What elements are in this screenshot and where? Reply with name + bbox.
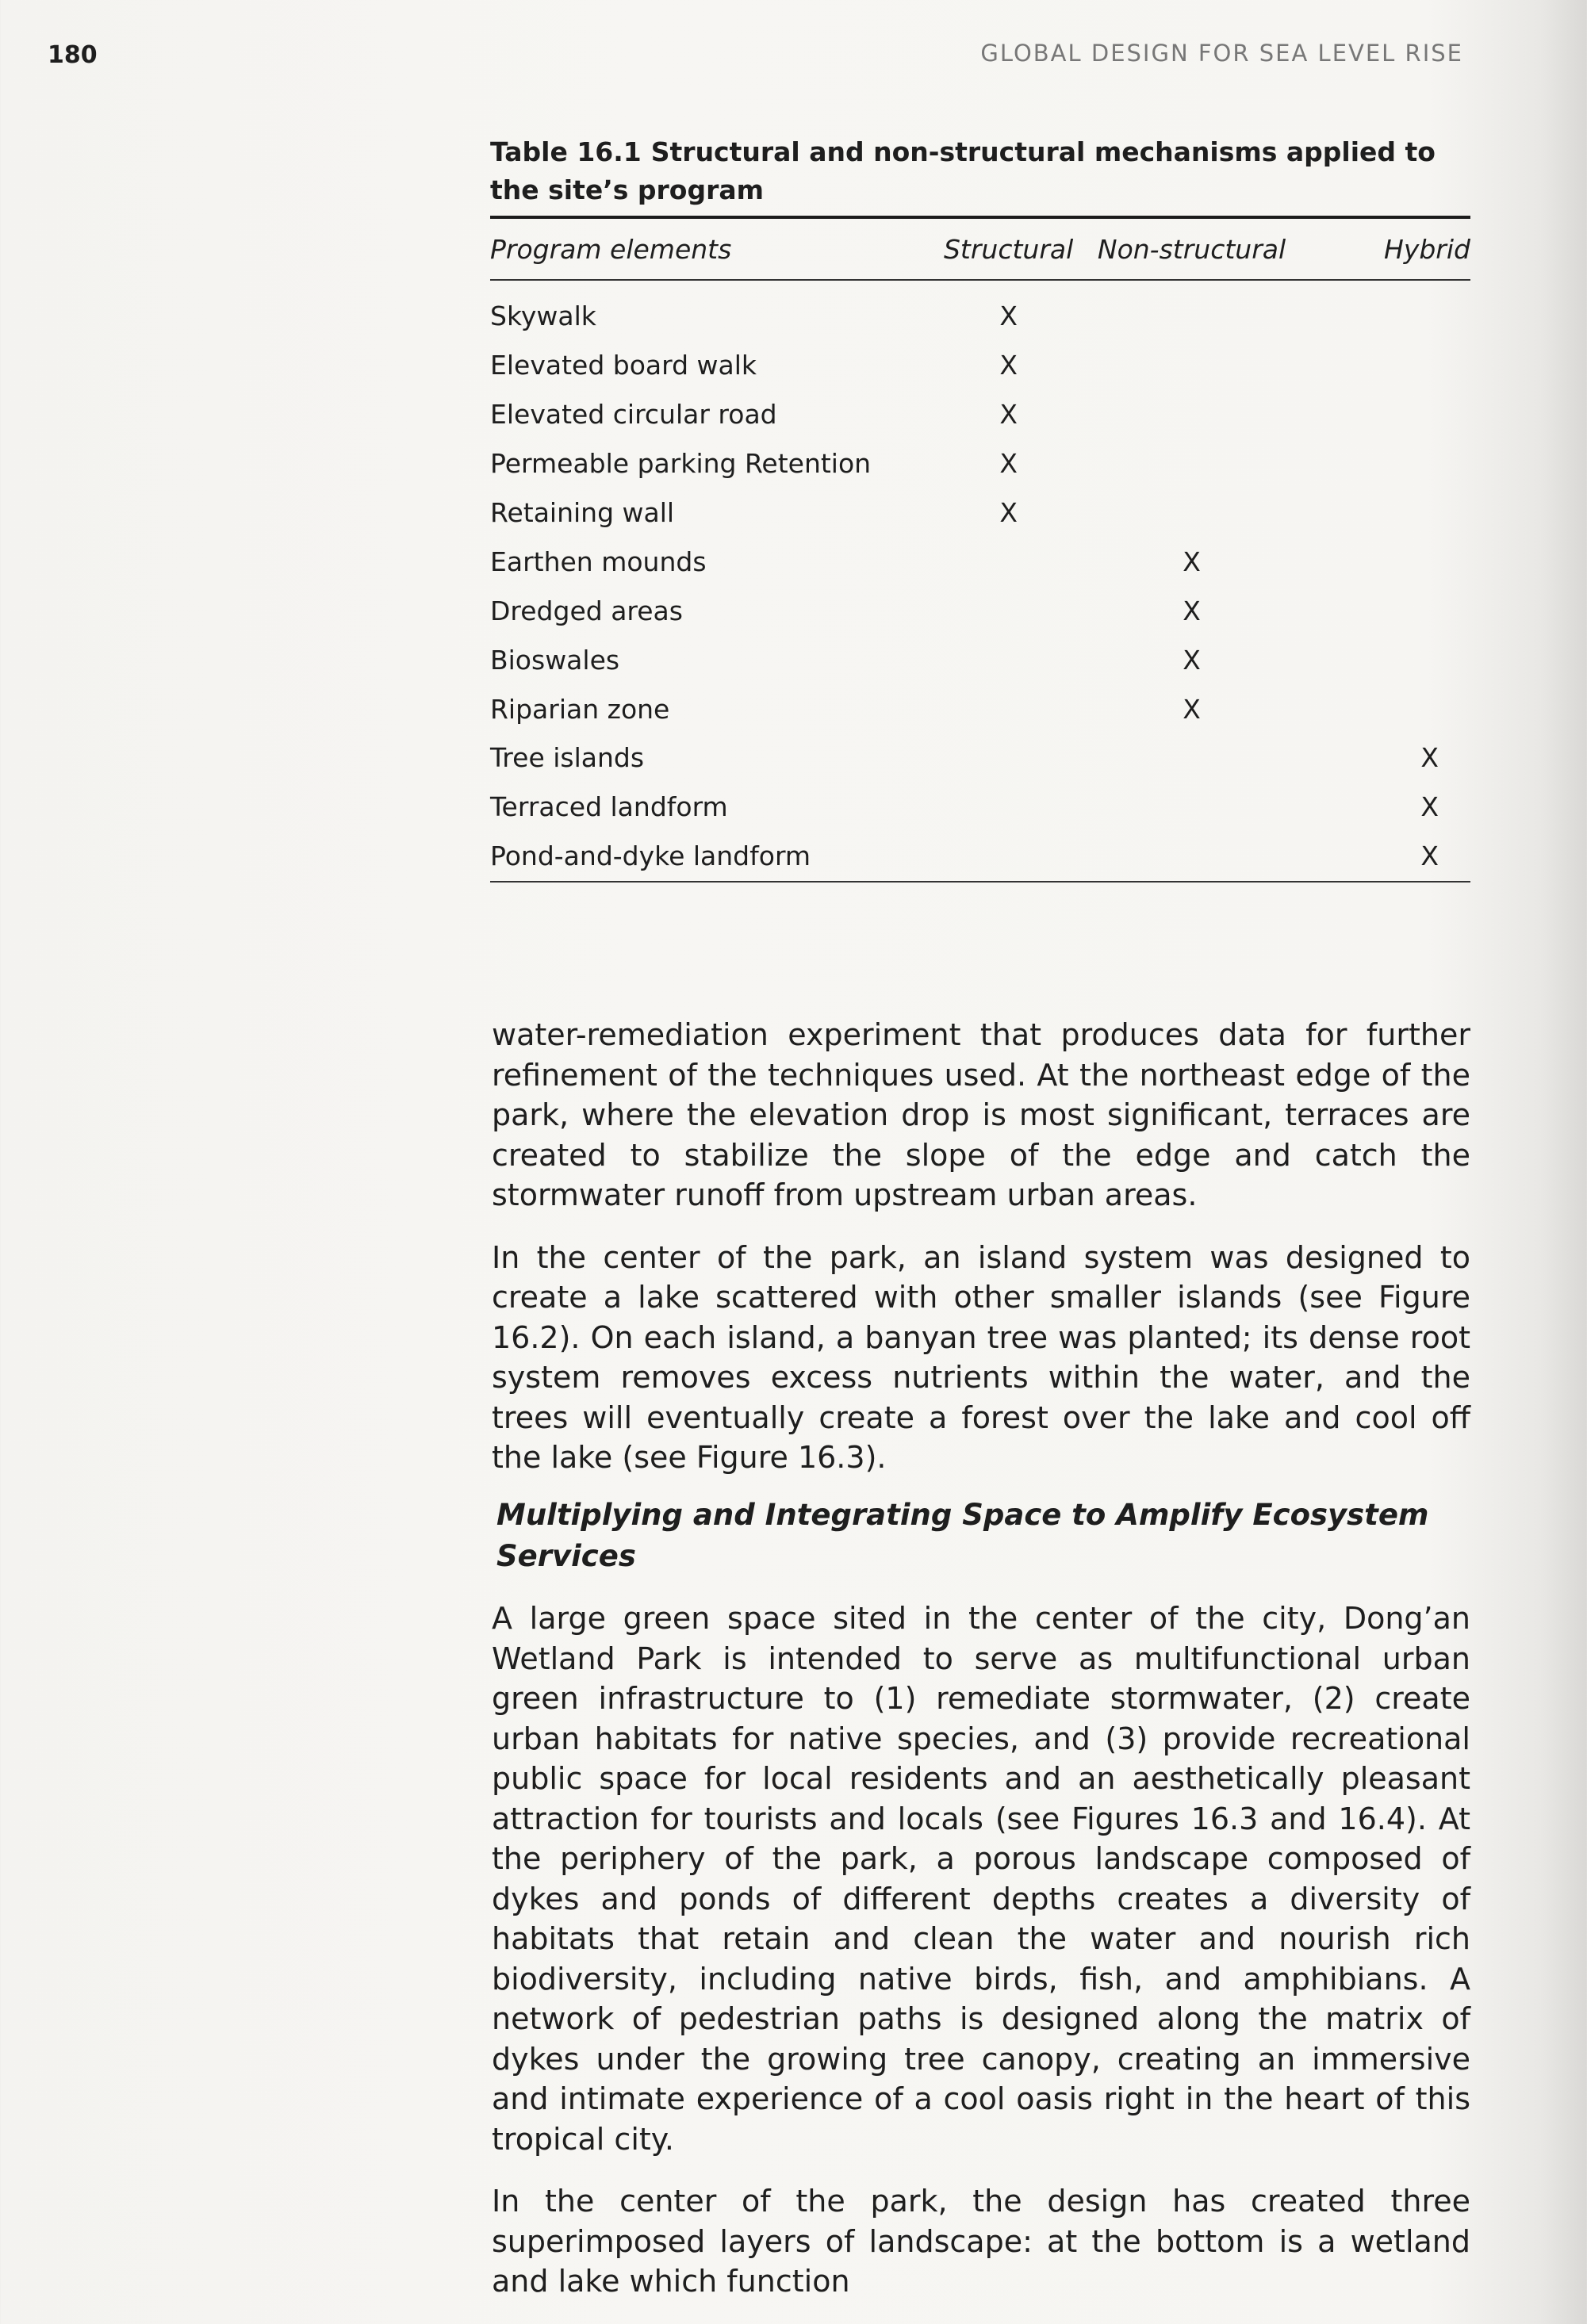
cell-hybrid: X xyxy=(1420,791,1439,823)
cell-structural xyxy=(942,537,1074,586)
cell-structural xyxy=(942,832,1074,882)
cell-program-element: Elevated circular road xyxy=(490,399,777,431)
cell-non-structural: X xyxy=(1183,693,1201,725)
col-header-program: Program elements xyxy=(490,217,942,280)
cell-program-element: Tree islands xyxy=(490,742,645,774)
table-header-row xyxy=(490,217,1470,280)
cell-hybrid xyxy=(1309,488,1470,538)
cell-program-element: Dredged areas xyxy=(490,595,683,626)
cell-structural: X xyxy=(999,448,1018,480)
table-row xyxy=(490,684,1470,733)
cell-structural: X xyxy=(999,350,1018,381)
cell-non-structural xyxy=(1075,439,1309,488)
cell-structural xyxy=(942,783,1074,832)
paragraph: In the center of the park, an island system was designed to create a lake scattered with other smaller islands (see Figure 16.2). On each island, a banyan tree was planted; its dense root system removes excess nutrients within the water, and the trees will eventually create a forest over the lake and cool off the lake (see Figure 16.3). xyxy=(492,1239,1470,1475)
cell-hybrid xyxy=(1309,280,1470,341)
table-caption xyxy=(490,133,1470,209)
cell-program-element: Terraced landform xyxy=(490,791,728,823)
table-title: Structural and non-structural mechanisms applied to the site’s program xyxy=(490,136,1436,205)
body-text-bottom xyxy=(492,1598,1470,2324)
table-row xyxy=(490,832,1470,882)
cell-program-element: Earthen mounds xyxy=(490,546,707,577)
cell-program-element: Skywalk xyxy=(490,301,596,332)
cell-hybrid xyxy=(1309,635,1470,684)
cell-hybrid xyxy=(1309,390,1470,439)
cell-structural: X xyxy=(999,399,1018,431)
page-number: 180 xyxy=(48,41,98,69)
cell-program-element: Elevated board walk xyxy=(490,350,757,381)
table-row xyxy=(490,280,1470,341)
cell-program-element: Riparian zone xyxy=(490,693,670,725)
cell-non-structural xyxy=(1075,783,1309,832)
cell-non-structural: X xyxy=(1183,595,1201,626)
cell-hybrid: X xyxy=(1420,840,1439,872)
body-text-top xyxy=(492,1015,1470,1500)
cell-hybrid xyxy=(1309,341,1470,390)
cell-non-structural xyxy=(1075,280,1309,341)
running-head: GLOBAL DESIGN FOR SEA LEVEL RISE xyxy=(980,40,1463,67)
cell-hybrid xyxy=(1309,684,1470,733)
cell-program-element: Retaining wall xyxy=(490,497,675,528)
table-row xyxy=(490,635,1470,684)
paragraph: A large green space sited in the center of the city, Dong’an Wetland Park is intended to serve as multifunctional urban green infrastructure to (1) remediate stormwater, (2) create urban habitats for native species, and (3) provide recreational public space for local residents and an aesthetically pleasant attraction for tourists and locals (see Figures 16.3 and 16.4). At the periphery of the park, a porous landscape composed of dykes and ponds of different depths creates a diversity of habitats that retain and clean the water and nourish rich biodiversity, including native birds, fish, and amphibians. A network of pedestrian paths is designed along the matrix of dykes under the growing tree canopy, creating an immersive and intimate experience of a cool oasis right in the heart of this tropical city. xyxy=(492,1601,1470,2157)
table-body xyxy=(490,280,1470,882)
cell-non-structural: X xyxy=(1183,644,1201,676)
cell-program-element: Pond-and-dyke landform xyxy=(490,840,811,872)
cell-non-structural xyxy=(1075,832,1309,882)
cell-non-structural: X xyxy=(1183,546,1201,577)
cell-non-structural xyxy=(1075,733,1309,783)
paragraph: water-remediation experiment that produces data for further refinement of the techniques used. At the northeast edge of the park, where the elevation drop is most significant, terraces are created to stabilize the slope of the edge and catch the stormwater runoff from upstream urban areas. xyxy=(492,1017,1470,1212)
cell-hybrid xyxy=(1309,586,1470,635)
cell-structural xyxy=(942,733,1074,783)
table-row xyxy=(490,390,1470,439)
table-row xyxy=(490,439,1470,488)
table-row xyxy=(490,537,1470,586)
cell-structural: X xyxy=(999,301,1018,332)
cell-non-structural xyxy=(1075,390,1309,439)
cell-non-structural xyxy=(1075,341,1309,390)
table-row xyxy=(490,341,1470,390)
col-header-hybrid: Hybrid xyxy=(1309,217,1470,280)
table-row xyxy=(490,488,1470,538)
table-label: Table 16.1 xyxy=(490,136,642,167)
table-row xyxy=(490,586,1470,635)
section-heading: Multiplying and Integrating Space to Amplify Ecosystem Services xyxy=(496,1498,1429,1573)
cell-program-element: Permeable parking Retention xyxy=(490,448,872,480)
cell-structural xyxy=(942,586,1074,635)
cell-hybrid: X xyxy=(1420,742,1439,774)
cell-structural: X xyxy=(999,497,1018,528)
cell-structural xyxy=(942,635,1074,684)
col-header-non-structural: Non-structural xyxy=(1075,217,1309,280)
cell-hybrid xyxy=(1309,537,1470,586)
mechanisms-table xyxy=(490,216,1470,883)
table-row xyxy=(490,733,1470,783)
table-row xyxy=(490,783,1470,832)
cell-structural xyxy=(942,684,1074,733)
paragraph: In the center of the park, the design has created three superimposed layers of landscape: at the bottom is a wetland and lake which function xyxy=(492,2184,1470,2299)
cell-non-structural xyxy=(1075,488,1309,538)
col-header-structural: Structural xyxy=(942,217,1074,280)
cell-hybrid xyxy=(1309,439,1470,488)
cell-program-element: Bioswales xyxy=(490,644,620,676)
